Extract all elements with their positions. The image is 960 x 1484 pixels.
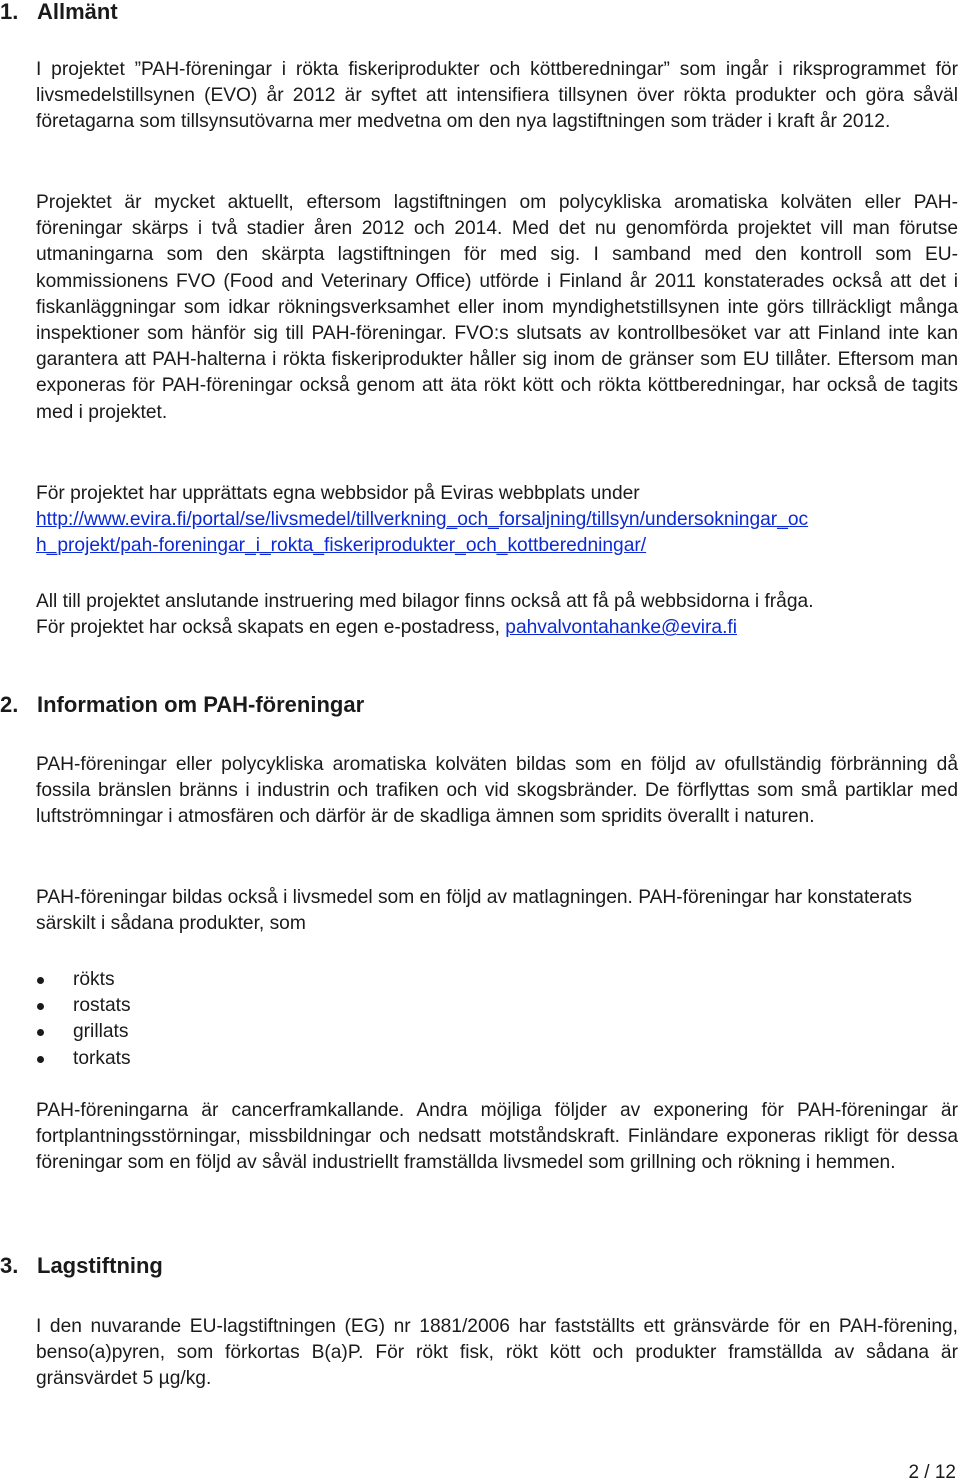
section-1-paragraph-2: Projektet är mycket aktuellt, eftersom lagstiftningen om polycykliska aromatiska kolväten eller PAH-föreningar skärps i två stadier åren 2012 och 2014. Med det nu genomförda projektet vill man förutse utmaningarna som den skärpta lagstiftningen för med sig. I samband med den kontroll som EU-kommissionens FVO (Food and Veterinary Office) utförde i Finland år 2011 konstaterades också att det i fiskanläggningar som idkar rökningsverksamhet eller inom myndighetstillsynen inte görs tillräckligt många inspektioner som hänför sig till PAH-föreningar. FVO:s slutsats av kontrollbesöket var att Finland inte kan garantera att PAH-halterna i rökta fiskeriprodukter håller sig inom de gränser som EU tillåter. Eftersom man exponeras för PAH-föreningar också genom att äta rökt kött och rökta köttberedningar, har också de tagits med i projektet. — [36, 192, 958, 423]
instructions-text: All till projektet anslutande instruering med bilagor finns också att få på webbsidorna i fråga. — [36, 591, 814, 612]
section-2-title: Information om PAH-föreningar — [37, 692, 365, 717]
section-2-heading — [0, 692, 364, 718]
email-link[interactable]: pahvalvontahanke@evira.fi — [505, 617, 738, 639]
email-intro-text: För projektet har också skapats en egen e-postadress, — [36, 617, 506, 639]
section-2-number: 2. — [0, 692, 19, 717]
section-1-paragraph-3 — [36, 481, 958, 560]
page-number: 2 / 12 — [908, 1462, 956, 1483]
section-1-paragraph-1: I projektet ”PAH-föreningar i rökta fiskeriprodukter och köttberedningar” som ingår i riksprogrammet för livsmedelstillsynen (EVO) år 2012 är syftet att intensifiera tillsynen över rökta produkter och göra såväl företagarna som tillsynsutövarna mer medvetna om den nya lagstiftningen som träder i kraft år 2012. — [36, 59, 958, 133]
list-item: rökts — [36, 967, 958, 993]
section-3-heading — [0, 1253, 163, 1279]
section-2-paragraph-3: PAH-föreningarna är cancerframkallande. Andra möjliga följder av exponering för PAH-föreningar är fortplantningsstörningar, missbildningar och nedsatt motståndskraft. Finländare exponeras rikligt för dessa föreningar som en följd av såväl industriellt framställda livsmedel som grillning och rökning i hemmen. — [36, 1100, 958, 1174]
list-item: grillats — [36, 1019, 958, 1045]
list-item: torkats — [36, 1046, 958, 1072]
webpage-link-line-1[interactable]: http://www.evira.fi/portal/se/livsmedel/tillverkning_och_forsaljning/tillsyn/undersokningar_oc — [36, 509, 809, 531]
section-3-title: Lagstiftning — [37, 1253, 163, 1278]
bullet-icon — [37, 1056, 44, 1063]
section-3-number: 3. — [0, 1253, 19, 1278]
section-3-paragraph-1: I den nuvarande EU-lagstiftningen (EG) nr 1881/2006 har fastställts ett gränsvärde för en PAH-förening, benso(a)pyren, som förkortas B(a)P. För rökt fisk, rökt kött och produkter framställda av sådana är gränsvärdet 5 µg/kg. — [36, 1316, 958, 1390]
section-2-paragraph-2: PAH-föreningar bildas också i livsmedel som en följd av matlagningen. PAH-föreningar har konstaterats särskilt i sådana produkter, som — [36, 887, 912, 935]
section-1-heading — [0, 0, 118, 25]
bullet-list — [36, 967, 958, 1072]
list-item: rostats — [36, 993, 958, 1019]
section-2-paragraph-1: PAH-föreningar eller polycykliska aromatiska kolväten bildas som en följd av ofullständig förbränning då fossila bränslen bränns i industrin och trafiken och vid skogsbränder. De förflyttas som små partiklar med luftströmningar i atmosfären och därför är de skadliga ämnen som spridits överallt i naturen. — [36, 754, 958, 828]
section-1-number: 1. — [0, 0, 19, 24]
webpages-intro-text: För projektet har upprättats egna webbsidor på Eviras webbplats under — [36, 483, 640, 504]
bullet-icon — [37, 1029, 44, 1036]
section-1-paragraph-4 — [36, 589, 958, 641]
section-1-title: Allmänt — [37, 0, 118, 24]
webpage-link-line-2[interactable]: h_projekt/pah-foreningar_i_rokta_fiskeriprodukter_och_kottberedningar/ — [36, 535, 647, 557]
bullet-icon — [37, 1003, 44, 1010]
bullet-icon — [37, 977, 44, 984]
